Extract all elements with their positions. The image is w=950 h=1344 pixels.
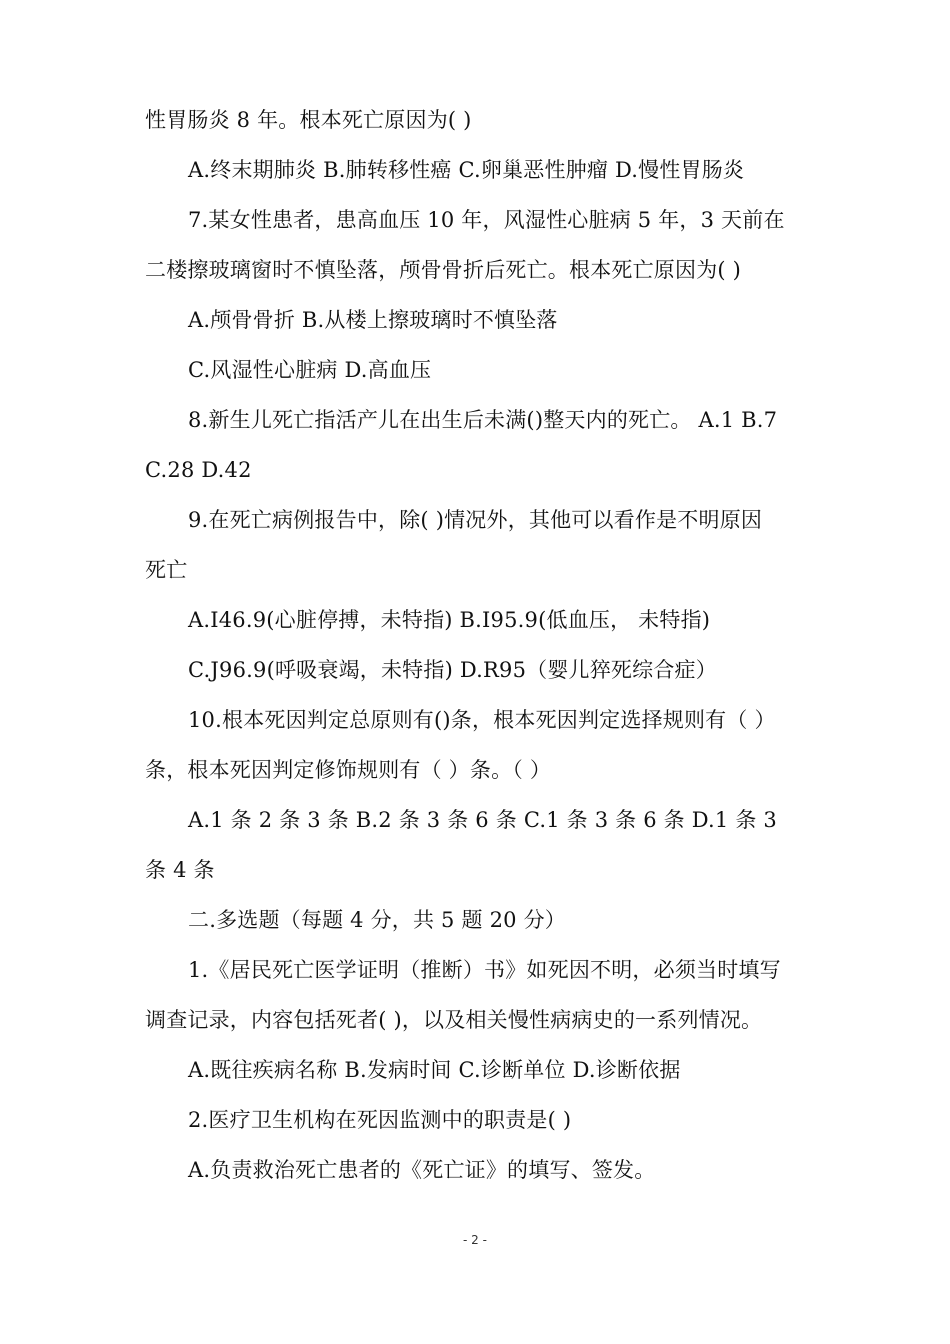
- text-line: 9.在死亡病例报告中，除( )情况外，其他可以看作是不明原因: [188, 508, 763, 532]
- text-line: 7.某女性患者，患高血压 10 年，风湿性心脏病 5 年，3 天前在: [188, 208, 785, 232]
- text-line: A.1 条 2 条 3 条 B.2 条 3 条 6 条 C.1 条 3 条 6 条 D.1 条 3: [188, 808, 777, 832]
- text-line: C.风湿性心脏病 D.高血压: [188, 358, 432, 382]
- text-line: 10.根本死因判定总原则有()条，根本死因判定选择规则有（ ）: [188, 708, 776, 732]
- text-line: 2.医疗卫生机构在死因监测中的职责是( ): [188, 1108, 572, 1132]
- text-line: 条 4 条: [145, 858, 215, 882]
- text-line: 性胃肠炎 8 年。根本死亡原因为( ): [145, 108, 472, 132]
- text-line: 1.《居民死亡医学证明（推断）书》如死因不明，必须当时填写: [188, 958, 781, 982]
- text-line: 死亡: [145, 558, 188, 582]
- section-heading: 二.多选题（每题 4 分，共 5 题 20 分）: [188, 908, 566, 932]
- text-line: A.I46.9(心脏停搏，未特指) B.I95.9(低血压， 未特指): [188, 608, 711, 632]
- text-line: A.颅骨骨折 B.从楼上擦玻璃时不慎坠落: [188, 308, 558, 332]
- text-line: C.28 D.42: [145, 458, 252, 482]
- page-number: - 2 -: [463, 1233, 487, 1247]
- text-line: 8.新生儿死亡指活产儿在出生后未满()整天内的死亡。 A.1 B.7: [188, 408, 778, 432]
- text-line: A.既往疾病名称 B.发病时间 C.诊断单位 D.诊断依据: [188, 1058, 681, 1082]
- text-line: C.J96.9(呼吸衰竭，未特指) D.R95（婴儿猝死综合症）: [188, 658, 717, 682]
- text-line: 条，根本死因判定修饰规则有（ ）条。（ ）: [145, 758, 552, 782]
- text-line: 二楼擦玻璃窗时不慎坠落，颅骨骨折后死亡。根本死亡原因为( ): [145, 258, 742, 282]
- text-line: 调查记录，内容包括死者( )，以及相关慢性病病史的一系列情况。: [145, 1008, 763, 1032]
- text-line: A.终末期肺炎 B.肺转移性癌 C.卵巢恶性肿瘤 D.慢性胃肠炎: [188, 158, 745, 182]
- text-line: A.负责救治死亡患者的《死亡证》的填写、签发。: [188, 1158, 656, 1182]
